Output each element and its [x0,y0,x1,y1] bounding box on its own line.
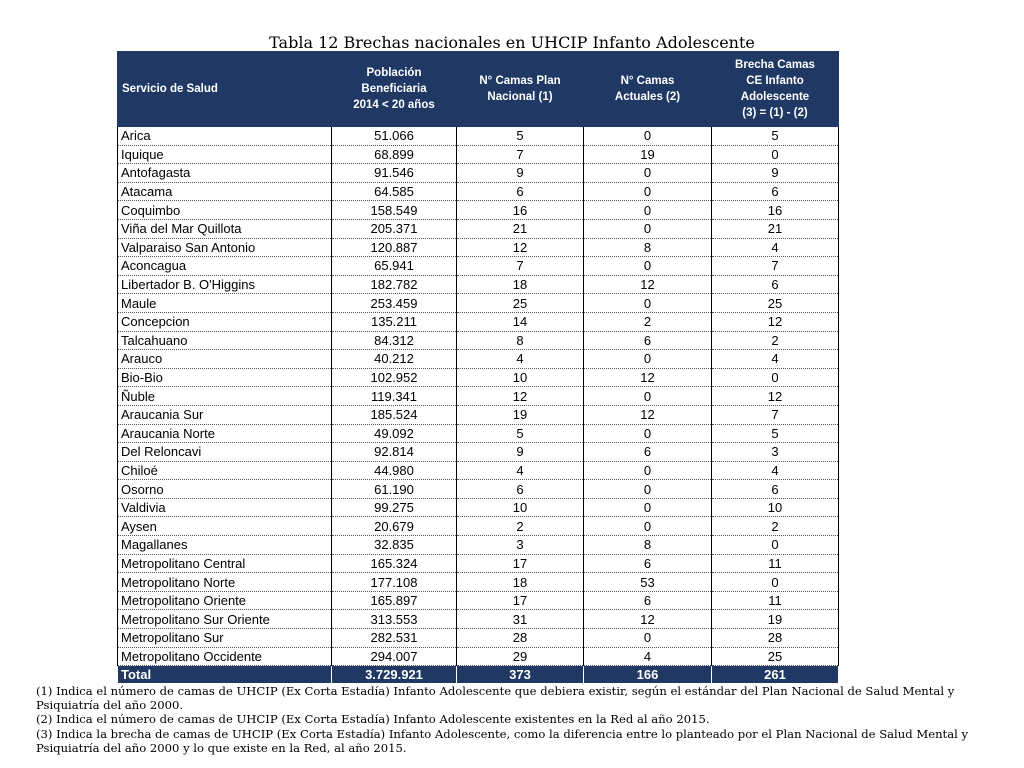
cell-brecha: 0 [712,368,839,387]
cell-brecha: 2 [712,331,839,350]
cell-camas-plan: 9 [457,443,584,462]
table-row [118,591,839,610]
table-row [118,145,839,164]
footnote-1: (1) Indica el número de camas de UHCIP (Ex Corta Estadía) Infanto Adolescente que debiera existir, según el estándar del Plan Nacional de Salud Mental y Psiquiatría del año 2000. [36,684,955,713]
cell-brecha: 4 [712,461,839,480]
cell-poblacion: 44.980 [332,461,457,480]
cell-poblacion: 91.546 [332,164,457,183]
cell-poblacion: 158.549 [332,201,457,220]
table-row [118,127,839,146]
cell-servicio: Valparaiso San Antonio [118,238,332,257]
cell-camas-actuales: 12 [584,275,712,294]
cell-poblacion: 165.897 [332,591,457,610]
cell-brecha: 0 [712,573,839,592]
cell-camas-actuales: 2 [584,312,712,331]
cell-camas-plan: 4 [457,461,584,480]
cell-servicio: Metropolitano Sur [118,629,332,648]
cell-poblacion: 84.312 [332,331,457,350]
cell-servicio: Valdivia [118,498,332,517]
cell-poblacion: 294.007 [332,647,457,666]
cell-camas-plan: 3 [457,536,584,555]
cell-servicio: Ñuble [118,387,332,406]
cell-brecha: 6 [712,275,839,294]
cell-camas-actuales: 19 [584,145,712,164]
cell-camas-plan: 18 [457,275,584,294]
cell-servicio: Aysen [118,517,332,536]
cell-poblacion: 253.459 [332,294,457,313]
cell-camas-plan: 29 [457,647,584,666]
cell-servicio: Metropolitano Norte [118,573,332,592]
cell-brecha: 21 [712,219,839,238]
table-row [118,424,839,443]
cell-poblacion: 49.092 [332,424,457,443]
cell-camas-plan: 25 [457,294,584,313]
cell-brecha: 6 [712,480,839,499]
cell-poblacion: 102.952 [332,368,457,387]
cell-camas-actuales: 0 [584,219,712,238]
cell-brecha: 9 [712,164,839,183]
cell-camas-plan: 14 [457,312,584,331]
table-row [118,554,839,573]
table-row [118,443,839,462]
table-row [118,164,839,183]
cell-camas-plan: 17 [457,591,584,610]
cell-servicio: Viña del Mar Quillota [118,219,332,238]
cell-camas-actuales: 53 [584,573,712,592]
cell-brecha: 19 [712,610,839,629]
cell-servicio: Araucania Sur [118,405,332,424]
cell-camas-plan: 5 [457,424,584,443]
cell-brecha: 12 [712,387,839,406]
cell-servicio: Maule [118,294,332,313]
cell-brecha: 0 [712,145,839,164]
total-camas-plan: 373 [457,666,584,684]
table-row [118,405,839,424]
cell-camas-actuales: 0 [584,201,712,220]
cell-brecha: 11 [712,591,839,610]
cell-brecha: 5 [712,424,839,443]
cell-camas-plan: 16 [457,201,584,220]
cell-camas-plan: 9 [457,164,584,183]
cell-brecha: 10 [712,498,839,517]
table-row [118,257,839,276]
cell-camas-actuales: 0 [584,480,712,499]
cell-camas-actuales: 0 [584,387,712,406]
cell-servicio: Osorno [118,480,332,499]
cell-camas-actuales: 0 [584,257,712,276]
table-row [118,461,839,480]
cell-poblacion: 20.679 [332,517,457,536]
table-row [118,387,839,406]
footnotes [36,684,1006,755]
cell-servicio: Metropolitano Oriente [118,591,332,610]
cell-poblacion: 177.108 [332,573,457,592]
cell-camas-plan: 5 [457,127,584,146]
total-camas-actuales: 166 [584,666,712,684]
cell-servicio: Iquique [118,145,332,164]
cell-poblacion: 61.190 [332,480,457,499]
cell-poblacion: 40.212 [332,350,457,369]
cell-brecha: 2 [712,517,839,536]
footnote-3: (3) Indica la brecha de camas de UHCIP (Ex Corta Estadía) Infanto Adolescente, como la diferencia entre lo planteado por el Plan Nacional de Salud Mental y Psiquiatría del año 2000 y lo que existe en la Red, al año 2015. [36,726,969,755]
cell-poblacion: 51.066 [332,127,457,146]
total-row [118,666,839,684]
cell-camas-plan: 7 [457,145,584,164]
table-row [118,573,839,592]
cell-brecha: 25 [712,294,839,313]
cell-camas-actuales: 0 [584,127,712,146]
cell-brecha: 3 [712,443,839,462]
cell-camas-plan: 28 [457,629,584,648]
cell-poblacion: 165.324 [332,554,457,573]
cell-poblacion: 185.524 [332,405,457,424]
table-row [118,517,839,536]
beds-gap-table [117,51,839,683]
cell-poblacion: 120.887 [332,238,457,257]
table-row [118,312,839,331]
column-header-brecha: Brecha Camas CE Infanto Adolescente (3) = (1) - (2) [712,52,839,127]
cell-camas-actuales: 0 [584,498,712,517]
table-row [118,219,839,238]
cell-poblacion: 92.814 [332,443,457,462]
cell-poblacion: 99.275 [332,498,457,517]
cell-poblacion: 313.553 [332,610,457,629]
cell-servicio: Del Reloncavi [118,443,332,462]
cell-brecha: 11 [712,554,839,573]
table-row [118,536,839,555]
cell-brecha: 6 [712,182,839,201]
cell-servicio: Antofagasta [118,164,332,183]
cell-camas-actuales: 12 [584,405,712,424]
table-row [118,294,839,313]
cell-poblacion: 64.585 [332,182,457,201]
cell-camas-plan: 6 [457,182,584,201]
cell-servicio: Concepcion [118,312,332,331]
cell-camas-actuales: 0 [584,164,712,183]
cell-camas-actuales: 6 [584,591,712,610]
cell-camas-actuales: 12 [584,368,712,387]
cell-camas-plan: 10 [457,368,584,387]
cell-servicio: Atacama [118,182,332,201]
cell-camas-plan: 7 [457,257,584,276]
cell-camas-actuales: 6 [584,331,712,350]
cell-camas-actuales: 6 [584,443,712,462]
cell-poblacion: 65.941 [332,257,457,276]
total-brecha: 261 [712,666,839,684]
cell-poblacion: 182.782 [332,275,457,294]
cell-servicio: Arauco [118,350,332,369]
cell-brecha: 12 [712,312,839,331]
table-row [118,182,839,201]
cell-servicio: Metropolitano Occidente [118,647,332,666]
table-header-row [118,52,839,127]
cell-brecha: 16 [712,201,839,220]
cell-camas-actuales: 0 [584,517,712,536]
cell-camas-plan: 8 [457,331,584,350]
cell-servicio: Coquimbo [118,201,332,220]
table-row [118,498,839,517]
table-row [118,275,839,294]
cell-camas-actuales: 12 [584,610,712,629]
cell-poblacion: 119.341 [332,387,457,406]
table-title: Tabla 12 Brechas nacionales en UHCIP Infanto Adolescente [269,33,755,52]
cell-brecha: 5 [712,127,839,146]
table-row [118,350,839,369]
table-row [118,238,839,257]
cell-camas-plan: 18 [457,573,584,592]
cell-poblacion: 282.531 [332,629,457,648]
cell-servicio: Araucania Norte [118,424,332,443]
column-header-camas-actuales: N° Camas Actuales (2) [584,52,712,127]
cell-camas-plan: 2 [457,517,584,536]
cell-servicio: Chiloé [118,461,332,480]
cell-camas-actuales: 6 [584,554,712,573]
cell-camas-plan: 12 [457,387,584,406]
total-label: Total [118,666,332,684]
cell-camas-actuales: 0 [584,294,712,313]
column-header-servicio: Servicio de Salud [118,52,332,127]
footnote-2: (2) Indica el número de camas de UHCIP (Ex Corta Estadía) Infanto Adolescente existentes en la Red al año 2015. [36,712,710,727]
cell-brecha: 7 [712,257,839,276]
cell-poblacion: 68.899 [332,145,457,164]
cell-camas-plan: 21 [457,219,584,238]
cell-servicio: Talcahuano [118,331,332,350]
cell-camas-actuales: 0 [584,461,712,480]
cell-camas-plan: 17 [457,554,584,573]
column-header-camas-plan: N° Camas Plan Nacional (1) [457,52,584,127]
cell-camas-plan: 12 [457,238,584,257]
cell-brecha: 4 [712,238,839,257]
cell-brecha: 4 [712,350,839,369]
cell-servicio: Metropolitano Central [118,554,332,573]
total-poblacion: 3.729.921 [332,666,457,684]
cell-brecha: 25 [712,647,839,666]
table-row [118,368,839,387]
cell-camas-actuales: 0 [584,424,712,443]
cell-camas-actuales: 0 [584,182,712,201]
table-row [118,331,839,350]
cell-brecha: 7 [712,405,839,424]
cell-brecha: 28 [712,629,839,648]
cell-servicio: Aconcagua [118,257,332,276]
table-row [118,647,839,666]
cell-camas-actuales: 4 [584,647,712,666]
cell-servicio: Libertador B. O'Higgins [118,275,332,294]
table-row [118,610,839,629]
table-body [118,127,839,666]
cell-servicio: Magallanes [118,536,332,555]
cell-camas-actuales: 0 [584,350,712,369]
cell-camas-plan: 10 [457,498,584,517]
cell-camas-actuales: 8 [584,536,712,555]
cell-servicio: Metropolitano Sur Oriente [118,610,332,629]
cell-camas-plan: 4 [457,350,584,369]
cell-camas-actuales: 0 [584,629,712,648]
table-row [118,201,839,220]
cell-camas-plan: 6 [457,480,584,499]
cell-camas-actuales: 8 [584,238,712,257]
cell-poblacion: 32.835 [332,536,457,555]
column-header-poblacion: Población Beneficiaria 2014 < 20 años [332,52,457,127]
cell-brecha: 0 [712,536,839,555]
cell-servicio: Bio-Bio [118,368,332,387]
cell-camas-plan: 19 [457,405,584,424]
cell-servicio: Arica [118,127,332,146]
cell-poblacion: 135.211 [332,312,457,331]
cell-poblacion: 205.371 [332,219,457,238]
cell-camas-plan: 31 [457,610,584,629]
table-row [118,629,839,648]
table-row [118,480,839,499]
